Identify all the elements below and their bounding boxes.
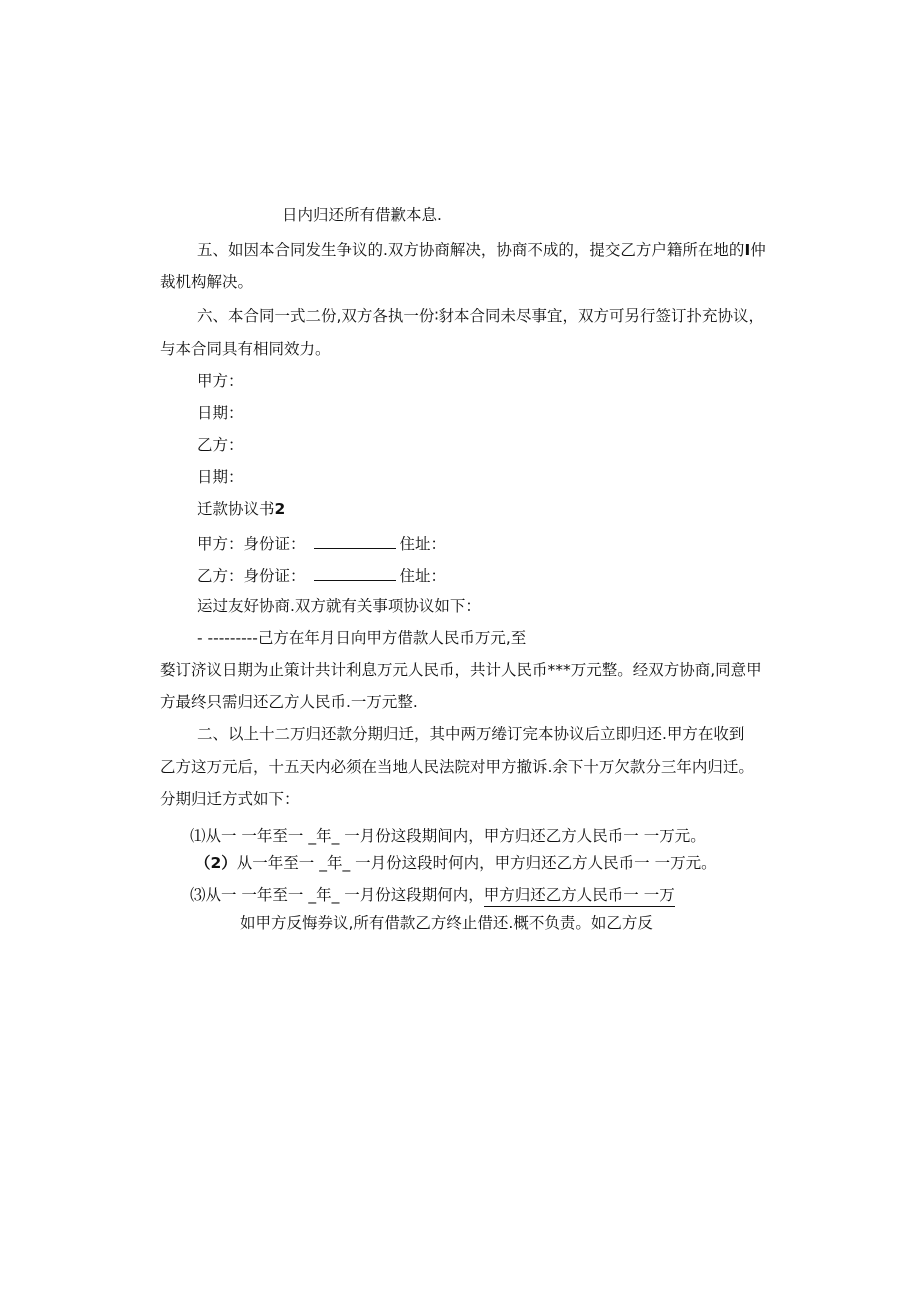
clause-1-dash-line: - ---------己方在年月日向甲方借款人民币万元,至	[197, 629, 527, 647]
clause-5-line-2: 裁机构解决。	[160, 273, 254, 291]
clause-1-line-3: 方最终只需归还乙方人民币.一万元整.	[160, 693, 418, 711]
party-b-id-blank[interactable]	[314, 564, 396, 581]
party-b-id-line	[197, 564, 446, 586]
clause-2-line-1: 二、以上十二万归还款分期归迁，其中两万绻订完本协议后立即归还.甲方在收到	[197, 725, 745, 743]
clause-6-line-1: 六、本合同一式二份,双方各执一份∶豺本合同未尽事宜，双方可另行签订扑充协议，	[197, 307, 764, 325]
party-a-id-line	[197, 532, 446, 554]
party-b-id-label: 乙方：身份证：	[197, 567, 306, 585]
clause-5-end: 仲	[750, 241, 766, 259]
date-label-1: 日期：	[197, 404, 244, 422]
installment-1: ⑴从一 一年至一 _年_ 一月份这段期间内，甲方归还乙方人民币一 一万元。	[190, 827, 706, 845]
installment-2-text: 从一年至一 _年_ 一月份这段时何内，甲方归还乙方人民币一 一万元。	[236, 854, 717, 872]
date-label-2: 日期：	[197, 468, 244, 486]
clause-5-bold-char: I	[744, 241, 751, 259]
installment-3	[190, 885, 675, 905]
installment-2	[195, 853, 717, 873]
party-a-address-label: 住址：	[399, 535, 447, 553]
clause-1-line-2: 婺订济议日期为止策计共计利息万元人民币，共计人民币***万元整。经双方协商,同意甲	[160, 661, 762, 679]
party-b-signature-label: 乙方：	[197, 436, 244, 454]
clause-5-text: 五、如因本合同发生争议的.双方协商解决，协商不成的，提交乙方户籍所在地的	[197, 241, 745, 259]
title-2-number: 2	[274, 500, 286, 518]
installment-3-lead: ⑶从一 一年至一 _年_ 一月份这段期何内，	[190, 886, 484, 904]
final-line: 如甲方反悔券议,所有借款乙方终止借还.概不负责。如乙方反	[240, 914, 653, 932]
clause-2-line-2: 乙方这万元后，十五天内必须在当地人民法院对甲方撤诉.余下十万欠款分三年内归迁。	[160, 758, 754, 776]
clause-6-line-2: 与本合同具有相同效力。	[160, 340, 331, 358]
party-b-address-label: 住址：	[399, 567, 447, 585]
clause-5-line-1	[197, 240, 766, 260]
installment-2-number: （2）	[195, 854, 237, 872]
title-2	[197, 499, 285, 519]
installment-3-tail: 甲方归还乙方人民币一 一万	[484, 886, 675, 907]
party-a-signature-label: 甲方：	[197, 372, 244, 390]
party-a-id-blank[interactable]	[314, 532, 396, 549]
intro-line: 日内归还所有借歉本息.	[282, 206, 442, 224]
party-a-id-label: 甲方：身份证：	[197, 535, 306, 553]
clause-2-line-3: 分期归迁方式如下：	[160, 790, 300, 808]
title-2-text: 迁款协议书	[197, 500, 275, 518]
negotiation-line: 运过友好协商.双方就有关事项协议如下：	[197, 597, 481, 615]
